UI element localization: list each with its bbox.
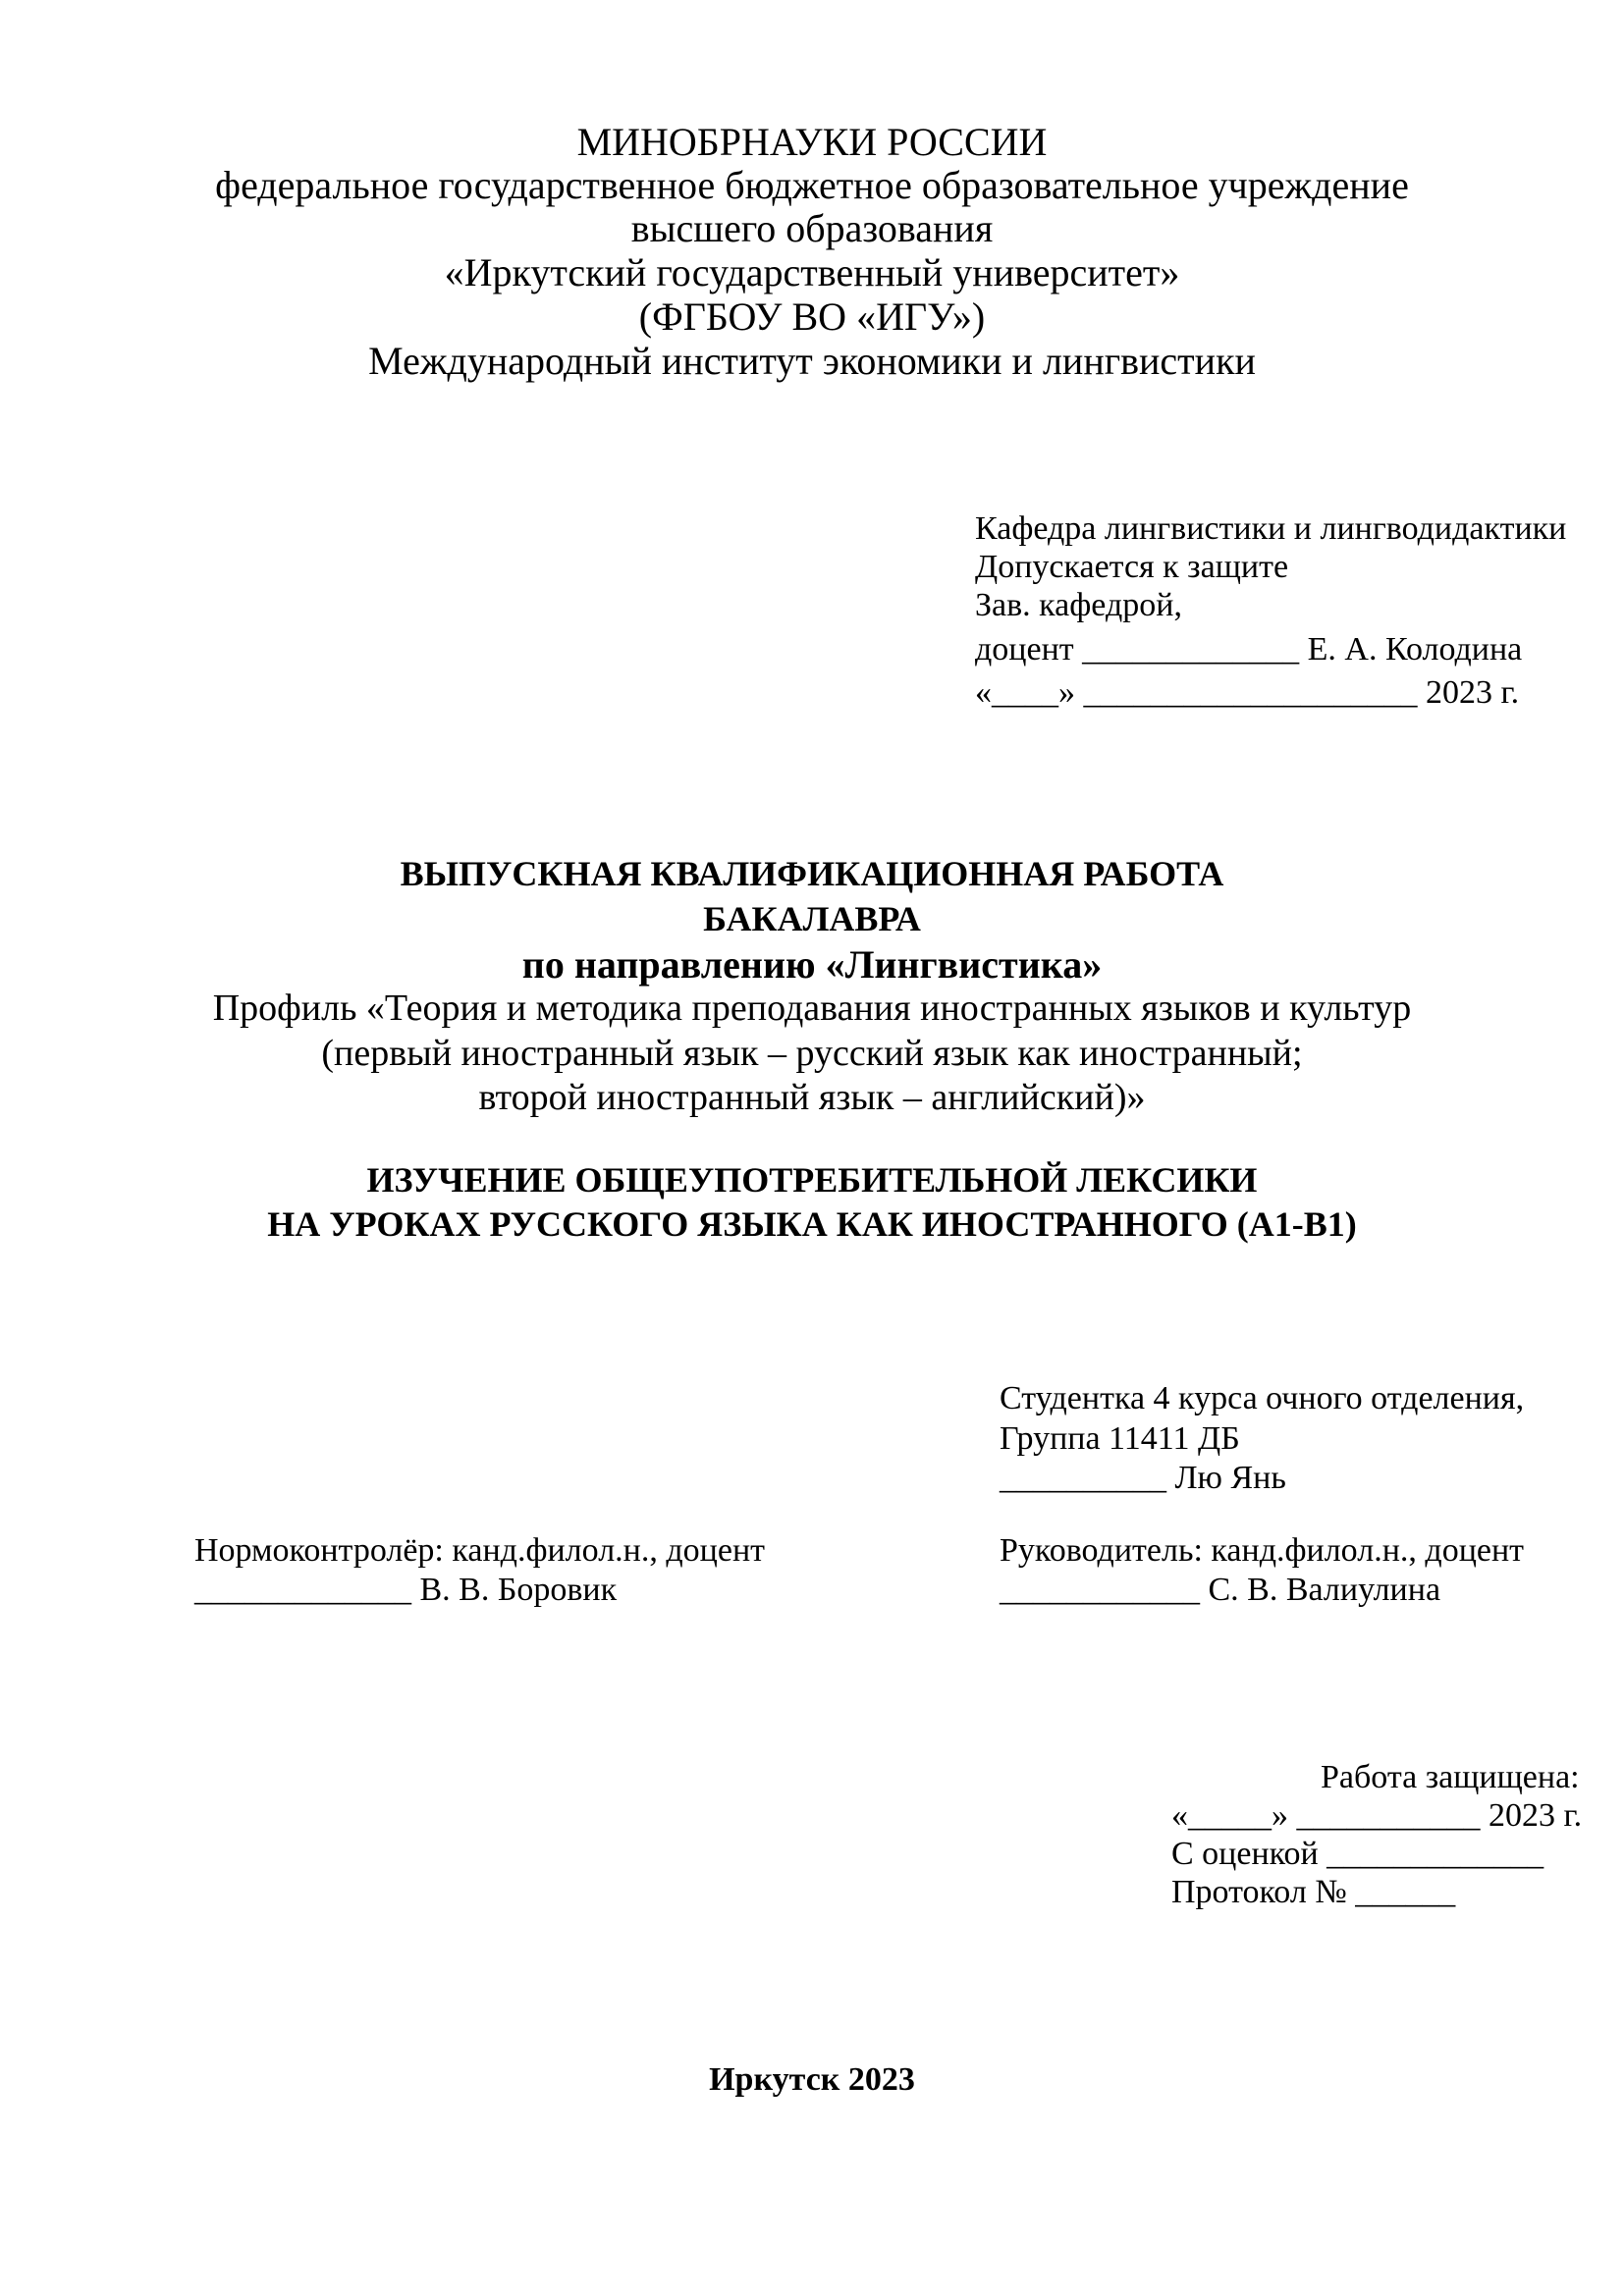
normcontrol-title-line: Нормоконтролёр: канд.филол.н., доцент (194, 1532, 766, 1569)
education-level-line: высшего образования (630, 206, 994, 250)
normcontrol-signature-line: _____________ В. В. Боровик (194, 1572, 618, 1608)
grade-line: С оценкой _____________ (1171, 1836, 1544, 1872)
degree-title: БАКАЛАВРА (703, 899, 921, 938)
topic-line-1: ИЗУЧЕНИЕ ОБЩЕУПОТРЕБИТЕЛЬНОЙ ЛЕКСИКИ (366, 1160, 1258, 1200)
institute-line: Международный институт экономики и лингвистики (368, 339, 1256, 383)
supervisor-signature-line: ____________ С. В. Валиулина (1000, 1572, 1441, 1608)
university-name-line: «Иркутский государственный университет» (444, 250, 1180, 294)
department-line: Кафедра лингвистики и лингводидактики (975, 510, 1567, 547)
admitted-line: Допускается к защите (975, 549, 1289, 585)
student-course-line: Студентка 4 курса очного отделения, (1000, 1380, 1525, 1416)
profile-line-3: второй иностранный язык – английский)» (478, 1077, 1146, 1118)
student-group-line: Группа 11411 ДБ (1000, 1420, 1240, 1457)
ministry-line: МИНОБРНАУКИ РОССИИ (576, 120, 1048, 164)
direction-line: по направлению «Лингвистика» (521, 942, 1103, 987)
city-year: Иркутск 2023 (709, 2061, 915, 2098)
defense-date-line: «_____» ___________ 2023 г. (1171, 1797, 1583, 1834)
supervisor-title-line: Руководитель: канд.филол.н., доцент (1000, 1532, 1525, 1569)
head-signature-line: доцент _____________ Е. А. Колодина (975, 631, 1523, 667)
university-abbr-line: (ФГБОУ ВО «ИГУ») (638, 294, 986, 339)
institution-type-line: федеральное государственное бюджетное образовательное учреждение (215, 163, 1409, 207)
head-of-department-line: Зав. кафедрой, (975, 587, 1182, 623)
topic-line-2: НА УРОКАХ РУССКОГО ЯЗЫКА КАК ИНОСТРАННОГО (А1-В1) (267, 1204, 1357, 1244)
student-signature-line: __________ Лю Янь (1000, 1460, 1286, 1496)
work-type-title: ВЫПУСКНАЯ КВАЛИФИКАЦИОННАЯ РАБОТА (400, 854, 1224, 893)
defended-label: Работа защищена: (1321, 1759, 1580, 1795)
protocol-line: Протокол № ______ (1171, 1874, 1456, 1910)
approval-date-line: «____» ____________________ 2023 г. (975, 674, 1520, 711)
profile-line-1: Профиль «Теория и методика преподавания иностранных языков и культур (212, 988, 1412, 1029)
profile-line-2: (первый иностранный язык – русский язык как иностранный; (321, 1033, 1303, 1074)
